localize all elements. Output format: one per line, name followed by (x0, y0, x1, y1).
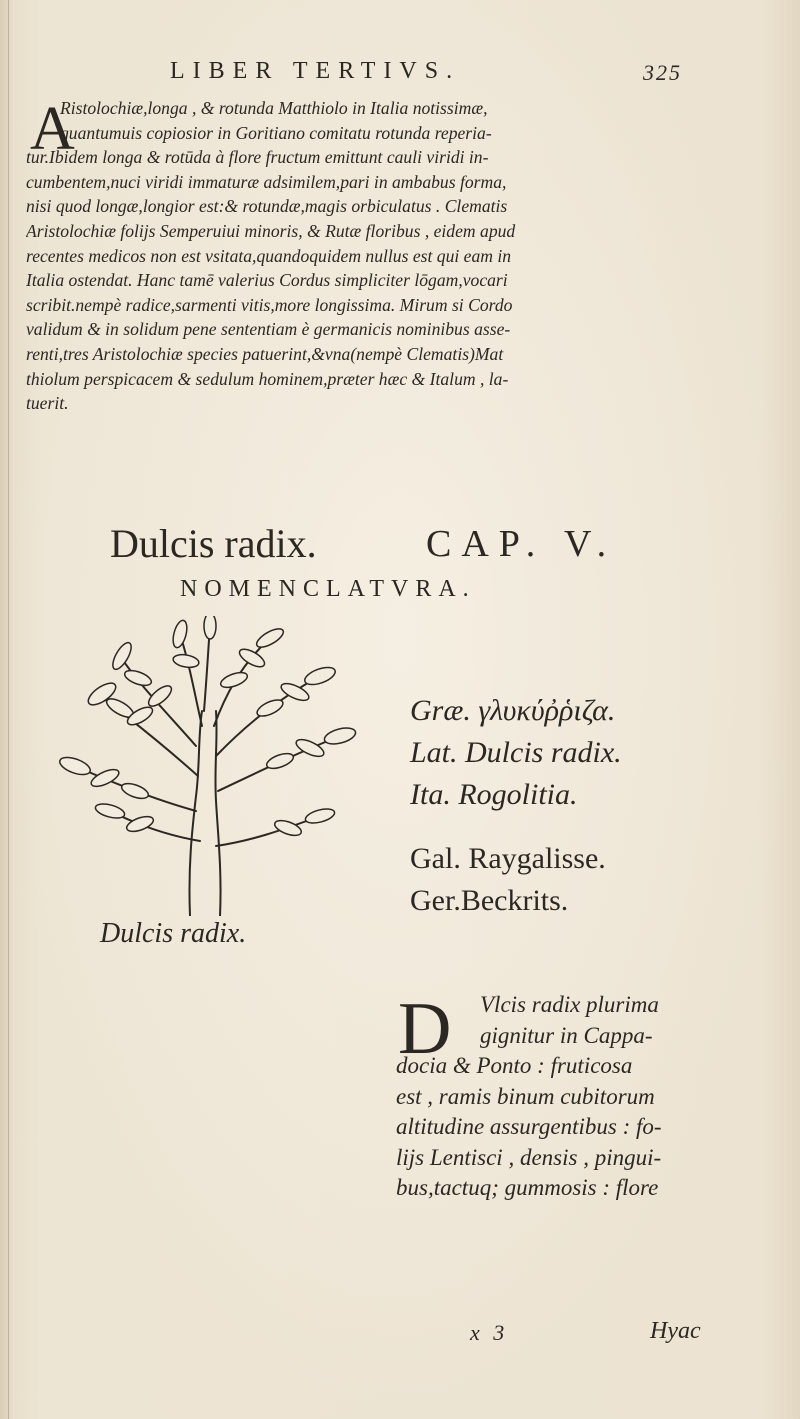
text-line: renti,tres Aristolochiæ species patuerint,&vna(nempè Clematis)Mat (26, 343, 504, 364)
running-title: LIBER TERTIVS. (170, 58, 461, 84)
text-line: docia & Ponto : fruticosa (396, 1053, 633, 1078)
text-line: cumbentem,nuci viridi immaturæ adsimilem,pari in ambabus forma, (26, 171, 507, 192)
text-line: altitudine assurgentibus : fo- (396, 1114, 662, 1139)
chapter-heading (110, 520, 670, 576)
text-line: validum & in solidum pene sententiam è germanicis nominibus asse- (26, 319, 511, 340)
text-line: scribit.nempè radice,sarmenti vitis,more longissima. Mirum si Cordo (26, 294, 513, 315)
greek-name: Græ. γλυκύῤῥιζα. (410, 694, 616, 727)
drop-cap-a: A (30, 95, 75, 163)
text-line: quantumuis copiosior in Goritiano comitatu rotunda reperia- (60, 122, 492, 143)
text-line: gignitur in Cappa- (480, 1022, 653, 1048)
previous-chapter-text (26, 96, 716, 416)
page-number: 325 (643, 60, 682, 85)
running-header (170, 58, 680, 92)
italian-name: Ita. Rogolitia. (410, 778, 578, 811)
text-line: bus,tactuq; gummosis : flore (396, 1175, 659, 1200)
drop-cap-d: D (398, 988, 452, 1070)
text-line: Aristolochiæ folijs Semperuiui minoris, & Rutæ floribus , eidem apud (26, 220, 516, 241)
text-line: nisi quod longæ,longior est:& rotundæ,magis orbiculatus . Clematis (26, 196, 508, 217)
catchword: Hyac (650, 1318, 701, 1344)
text-line: tur.Ibidem longa & rotūda à flore fructum emittunt cauli viridi in- (26, 147, 489, 168)
text-line: est , ramis binum cubitorum (396, 1083, 655, 1109)
chapter-number: CAP. V. (426, 523, 617, 565)
gallic-name: Gal. Raygalisse. (410, 842, 606, 875)
text-line: thiolum perspicacem & sedulum hominem,præter hæc & Italum , la- (26, 368, 509, 389)
german-name: Ger.Beckrits. (410, 884, 569, 917)
plant-woodcut-illustration (20, 616, 400, 956)
text-line: tuerit. (26, 393, 69, 414)
figure-caption: Dulcis radix. (100, 918, 247, 949)
gutter-line (8, 0, 9, 1419)
chapter-title: Dulcis radix. (110, 521, 317, 566)
licorice-plant-icon (20, 616, 400, 916)
text-line: lijs Lentisci , densis , pingui- (396, 1144, 662, 1170)
signature-mark: x 3 (470, 1320, 509, 1345)
text-line: Vlcis radix plurima (480, 992, 659, 1017)
text-line: Italia ostendat. Hanc tamē valerius Cordus simpliciter lōgam,vocari (26, 270, 508, 291)
nomenclature-list (410, 690, 710, 922)
section-heading: NOMENCLATVRA. (180, 576, 476, 602)
description-text (396, 990, 716, 1204)
text-line: recentes medicos non est vsitata,quandoquidem nullus est qui eam in (26, 245, 512, 266)
text-line: Ristolochiæ,longa , & rotunda Matthiolo in Italia notissimæ, (60, 98, 488, 118)
latin-name: Lat. Dulcis radix. (410, 736, 622, 769)
